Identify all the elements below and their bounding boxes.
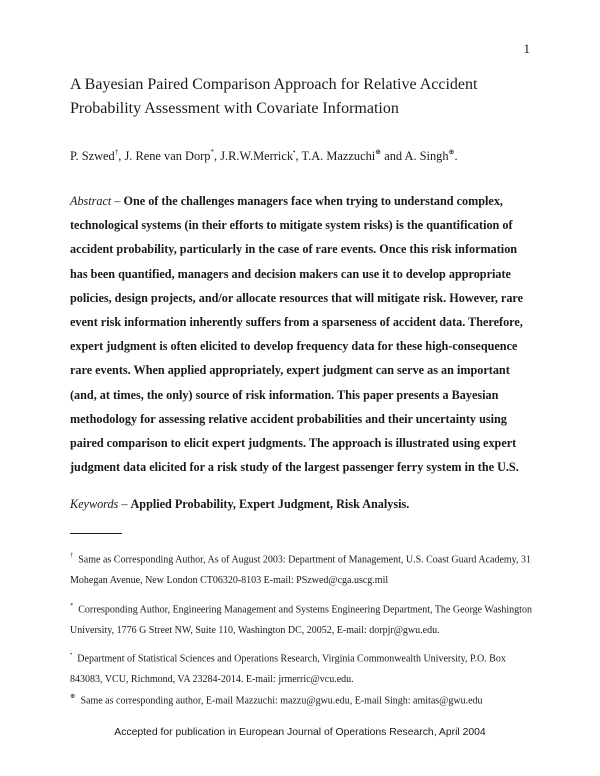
author-separator: and: [381, 149, 405, 163]
footnote: [70, 546, 540, 591]
keywords-dash: –: [118, 497, 131, 511]
author-separator: ,: [213, 149, 221, 163]
footnote-mark: •: [70, 651, 73, 658]
abstract: [70, 189, 530, 479]
page-number: 1: [523, 41, 530, 56]
author-name: A. Singh: [404, 149, 449, 163]
author-name: J. Rene van Dorp: [124, 149, 211, 163]
author-name: T.A. Mazzuchi: [301, 149, 376, 163]
author-mark: •: [293, 147, 296, 156]
keywords-text: Applied Probability, Expert Judgment, Risk Analysis.: [130, 497, 410, 511]
author-list: [70, 149, 550, 164]
author-separator: ,: [118, 149, 125, 163]
author-name: J.R.W.Merrick: [220, 149, 294, 163]
footnote-text: Same as Corresponding Author, As of August 2003: Department of Management, U.S. Coast Guard Academy, 31 Mohegan Avenue, New London CT06320-8103 E-mail: PSzwed@cga.uscg.mil: [70, 554, 532, 587]
author-separator: .: [454, 149, 458, 163]
keywords: [70, 497, 530, 512]
author-separator: ,: [295, 149, 302, 163]
footnote-text: Same as corresponding author, E-mail Mazzuchi: mazzu@gwu.edu, E-mail Singh: amitas@gwu.edu: [80, 695, 483, 707]
abstract-text: One of the challenges managers face when trying to understand complex, technological systems (in their efforts to mitigate system risks) is the quantification of accident probability, particularly in the case of rare events. Once this risk information has been quantified, managers and decision makers can use it to develop appropriate policies, design projects, and/or allocate resources that will mitigate risk. However, rare event risk information inherently suffers from a sparseness of accident data. Therefore, expert judgment is often elicited to develop frequency data for these high-consequence rare events. When applied appropriately, expert judgment can serve as an important (and, at times, the only) source of risk information. This paper presents a Bayesian methodology for assessing relative accident probabilities and their uncertainty using paired comparison to elicit expert judgments. The approach is illustrated using expert judgment data elicited for a risk study of the largest passenger ferry system in the U.S.: [70, 194, 524, 475]
footnote-divider: [70, 533, 122, 534]
author-name: P. Szwed: [70, 149, 115, 163]
footnote: [70, 645, 540, 690]
footnote: [70, 596, 540, 641]
abstract-label: Abstract: [70, 194, 112, 208]
footnote-mark: *: [70, 602, 74, 609]
footnote: [70, 687, 540, 711]
keywords-label: Keywords: [70, 497, 119, 511]
publication-note: Accepted for publication in European Journal of Operations Research, April 2004: [114, 727, 486, 738]
paper-title: A Bayesian Paired Comparison Approach for Relative Accident Probability Assessment with Covariate Information: [70, 76, 478, 117]
author-mark: *: [210, 147, 214, 156]
author-mark: †: [114, 147, 119, 156]
footnote-mark: †: [70, 552, 74, 559]
author-mark: ⊕: [375, 147, 382, 156]
footnote-text: Department of Statistical Sciences and Operations Research, Virginia Commonwealth University, P.O. Box 843083, VCU, Richmond, VA 23284-2014. E-mail: jrmerric@vcu.edu.: [70, 653, 506, 686]
abstract-dash: –: [111, 194, 124, 208]
author-mark: ⊕: [448, 147, 455, 156]
footnote-mark: ⊕: [70, 693, 76, 700]
footnote-text: Corresponding Author, Engineering Management and Systems Engineering Department, The George Washington University, 1776 G Street NW, Suite 110, Washington DC, 20052, E-mail: dorpjr@gwu.edu.: [70, 604, 532, 637]
